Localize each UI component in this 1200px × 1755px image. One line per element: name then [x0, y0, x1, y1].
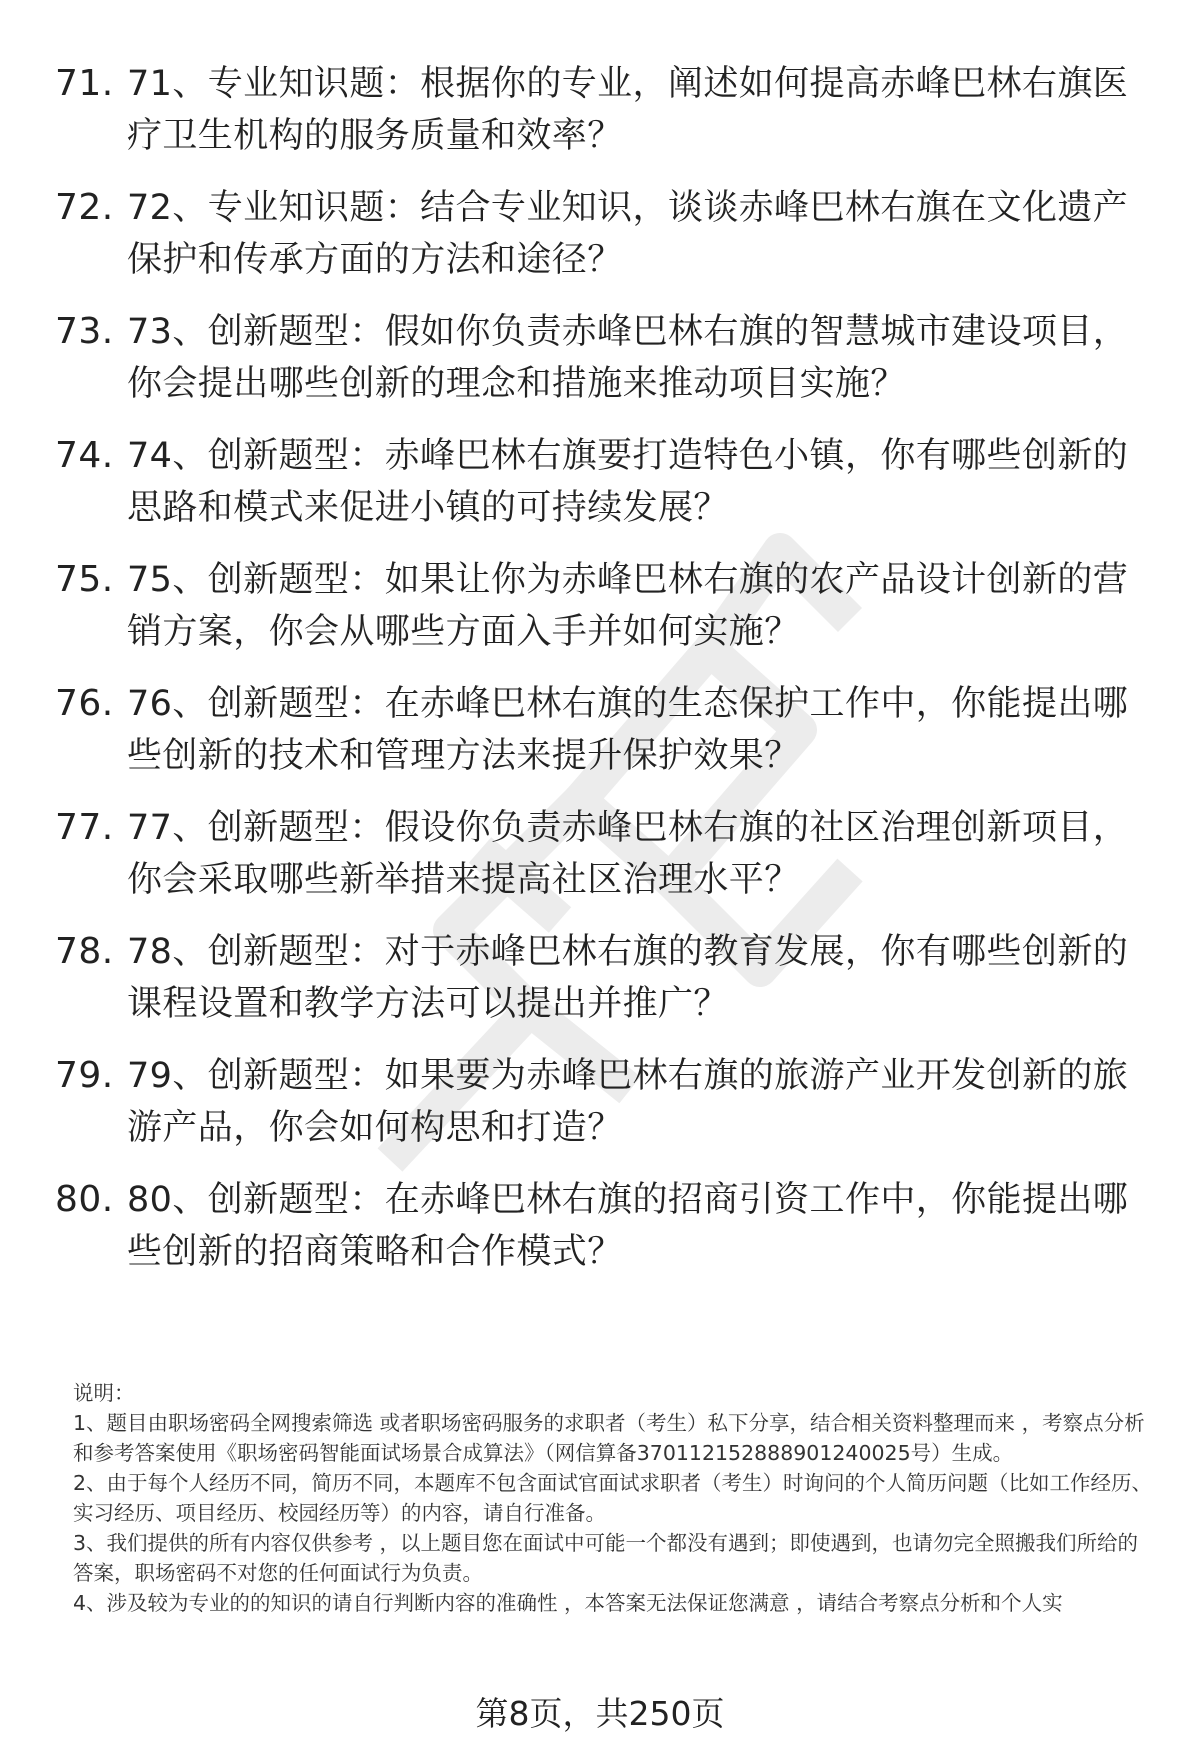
question-item: [55, 926, 1155, 1030]
question-text: 71、专业知识题：根据你的专业，阐述如何提高赤峰巴林右旗医疗卫生机构的服务质量和效率？: [127, 64, 1129, 156]
note-item: 4、涉及较为专业的的知识的请自行判断内容的准确性 ，本答案无法保证您满意 ，请结合考察点分析和个人实: [73, 1591, 1063, 1615]
question-number: 76.: [55, 683, 114, 724]
page-number: 第8页，共250页: [475, 1694, 725, 1733]
question-text: 80、创新题型：在赤峰巴林右旗的招商引资工作中，你能提出哪些创新的招商策略和合作模式？: [127, 1180, 1129, 1272]
question-number: 77.: [55, 807, 114, 848]
question-text: 77、创新题型：假设你负责赤峰巴林右旗的社区治理创新项目，你会采取哪些新举措来提高社区治理水平？: [127, 808, 1129, 900]
question-number: 74.: [55, 435, 114, 476]
question-list: [55, 58, 1155, 1298]
question-item: [55, 554, 1155, 658]
notes-heading: 说明：: [73, 1381, 135, 1405]
question-number: 75.: [55, 559, 114, 600]
page-footer: [0, 1688, 1200, 1735]
question-number: 72.: [55, 187, 114, 228]
question-item: [55, 678, 1155, 782]
note-item: 3、我们提供的所有内容仅供参考 ，以上题目您在面试中可能一个都没有遇到；即使遇到，也请勿完全照搬我们所给的答案，职场密码不对您的任何面试行为负责。: [73, 1531, 1139, 1585]
question-item: [55, 58, 1155, 162]
question-number: 78.: [55, 931, 114, 972]
question-text: 74、创新题型：赤峰巴林右旗要打造特色小镇，你有哪些创新的思路和模式来促进小镇的可持续发展？: [127, 436, 1129, 528]
question-text: 73、创新题型：假如你负责赤峰巴林右旗的智慧城市建设项目，你会提出哪些创新的理念和措施来推动项目实施？: [127, 312, 1129, 404]
question-number: 79.: [55, 1055, 114, 1096]
note-item: 1、题目由职场密码全网搜索筛选 或者职场密码服务的求职者（考生）私下分享，结合相关资料整理而来 ，考察点分析和参考答案使用《职场密码智能面试场景合成算法》（网信算备370112152888901240025号）生成。: [73, 1411, 1145, 1465]
question-item: [55, 182, 1155, 286]
question-item: [55, 1050, 1155, 1154]
question-text: 79、创新题型：如果要为赤峰巴林右旗的旅游产业开发创新的旅游产品，你会如何构思和打造？: [127, 1056, 1129, 1148]
question-item: [55, 1174, 1155, 1278]
question-number: 73.: [55, 311, 114, 352]
question-text: 72、专业知识题：结合专业知识，谈谈赤峰巴林右旗在文化遗产保护和传承方面的方法和途径？: [127, 188, 1129, 280]
question-item: [55, 802, 1155, 906]
question-item: [55, 306, 1155, 410]
question-number: 80.: [55, 1179, 114, 1220]
question-item: [55, 430, 1155, 534]
question-number: 71.: [55, 63, 114, 104]
note-item: 2、由于每个人经历不同，简历不同，本题库不包含面试官面试求职者（考生）时询问的个人简历问题（比如工作经历、实习经历、项目经历、校园经历等）的内容，请自行准备。: [73, 1471, 1153, 1525]
notes-section: [73, 1378, 1153, 1618]
question-text: 76、创新题型：在赤峰巴林右旗的生态保护工作中，你能提出哪些创新的技术和管理方法来提升保护效果？: [127, 684, 1129, 776]
question-text: 78、创新题型：对于赤峰巴林右旗的教育发展，你有哪些创新的课程设置和教学方法可以提出并推广？: [127, 932, 1129, 1024]
question-text: 75、创新题型：如果让你为赤峰巴林右旗的农产品设计创新的营销方案，你会从哪些方面入手并如何实施？: [127, 560, 1129, 652]
